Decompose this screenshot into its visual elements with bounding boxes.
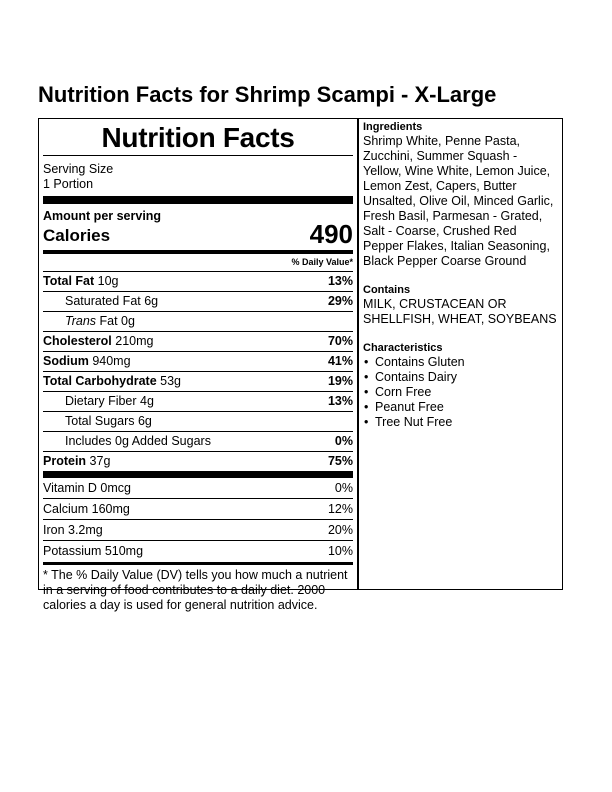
nutrient-pct: 70% [327, 334, 353, 348]
characteristic-item: • Corn Free [363, 385, 558, 400]
nutrient-amount: 10g [97, 274, 119, 288]
contains-heading: Contains [363, 284, 411, 296]
nutrient-amount: Fat 0g [99, 314, 135, 328]
ingredients-heading: Ingredients [363, 121, 423, 133]
vitamin-pct: 12% [327, 502, 353, 516]
footnote: * The % Daily Value (DV) tells you how much a nutrient in a serving of food contributes to a daily diet. 2000 calories a day is used for general nutrition advice. [43, 568, 348, 612]
nutrient-row-protein [43, 451, 353, 471]
characteristic-item: • Contains Dairy [363, 370, 558, 385]
vitamin-name: Vitamin D 0mcg [43, 481, 131, 495]
vitamin-row [43, 540, 353, 561]
nutrient-row-saturated-fat [43, 291, 353, 311]
nutrient-name: Dietary Fiber [65, 394, 137, 408]
nutrient-name: Trans [65, 314, 97, 328]
calories-value: 490 [309, 219, 353, 249]
nutrient-row-cholesterol [43, 331, 353, 351]
vitamin-row [43, 498, 353, 519]
contains-text: MILK, CRUSTACEAN OR SHELLFISH, WHEAT, SOYBEANS [363, 297, 557, 326]
serving-size-label: Serving Size [43, 162, 114, 176]
nutrient-name: Includes 0g Added Sugars [65, 434, 211, 448]
nutrient-pct: 29% [327, 294, 353, 308]
serving-size [43, 162, 353, 192]
daily-value-header: % Daily Value* [291, 257, 353, 267]
divider [43, 155, 353, 156]
vitamin-name: Potassium 510mg [43, 544, 144, 558]
vitamin-name: Calcium 160mg [43, 502, 130, 516]
characteristics-list [363, 355, 558, 430]
nutrient-row-dietary-fiber [43, 391, 353, 411]
characteristics-heading: Characteristics [363, 342, 443, 354]
characteristic-item: • Tree Nut Free [363, 415, 558, 430]
nutrient-amount: 6g [137, 414, 152, 428]
nutrient-name: Cholesterol [43, 334, 112, 348]
page-title: Nutrition Facts for Shrimp Scampi - X-Large [38, 82, 497, 107]
ingredients-text: Shrimp White, Penne Pasta, Zucchini, Summer Squash - Yellow, Wine White, Lemon Juice, Lemon Zest, Capers, Butter Unsalted, Olive Oil, Minced Garlic, Fresh Basil, Parmesan - Grated, Salt - Coarse, Crushed Red Pepper Flakes, Italian Seasoning, Black Pepper Coarse Ground [363, 134, 554, 268]
serving-size-value: 1 Portion [43, 177, 94, 191]
vitamin-pct: 0% [334, 481, 353, 495]
ingredients-section [363, 121, 558, 269]
nutrient-row-added-sugars [43, 431, 353, 451]
amount-per-serving: Amount per serving [43, 209, 162, 223]
vitamin-name: Iron 3.2mg [43, 523, 103, 537]
nutrient-row-total-sugars [43, 411, 353, 431]
contains-section [363, 284, 558, 327]
nutrient-name: Total Sugars [65, 414, 135, 428]
nutrient-pct: 13% [327, 274, 353, 288]
nutrient-name: Total Carbohydrate [43, 374, 157, 388]
vitamin-row [43, 519, 353, 540]
characteristic-item: • Peanut Free [363, 400, 558, 415]
characteristic-item: • Contains Gluten [363, 355, 558, 370]
nutrient-pct: 19% [327, 374, 353, 388]
nutrient-name: Protein [43, 454, 87, 468]
calories-label: Calories [43, 226, 111, 245]
calories-row [43, 219, 353, 249]
nutrition-facts-label [38, 118, 358, 612]
heavy-divider [43, 471, 353, 478]
nutrient-pct: 75% [327, 454, 353, 468]
characteristics-section [363, 342, 558, 430]
nutrient-amount: 940mg [92, 354, 131, 368]
nutrient-amount: 37g [89, 454, 111, 468]
label-title: Nutrition Facts [101, 122, 295, 153]
nutrient-amount: 4g [140, 394, 154, 408]
nutrient-pct: 13% [327, 394, 353, 408]
nutrient-name: Sodium [43, 354, 89, 368]
nutrient-row-trans-fat [43, 311, 353, 331]
nutrient-amount: 53g [160, 374, 182, 388]
vitamin-pct: 10% [327, 544, 353, 558]
nutrient-pct: 41% [327, 354, 353, 368]
vitamin-pct: 20% [327, 523, 353, 537]
heavy-divider [43, 196, 353, 204]
nutrient-name: Saturated Fat [65, 294, 141, 308]
nutrient-row-total-carbohydrate [43, 371, 353, 391]
vitamin-row [43, 478, 353, 498]
nutrient-pct: 0% [334, 434, 353, 448]
info-sidebar [358, 118, 563, 590]
nutrient-row-total-fat [43, 271, 353, 291]
nutrient-amount: 210mg [115, 334, 154, 348]
nutrient-row-sodium [43, 351, 353, 371]
nutrient-amount: 6g [144, 294, 159, 308]
nutrient-name: Total Fat [43, 274, 95, 288]
